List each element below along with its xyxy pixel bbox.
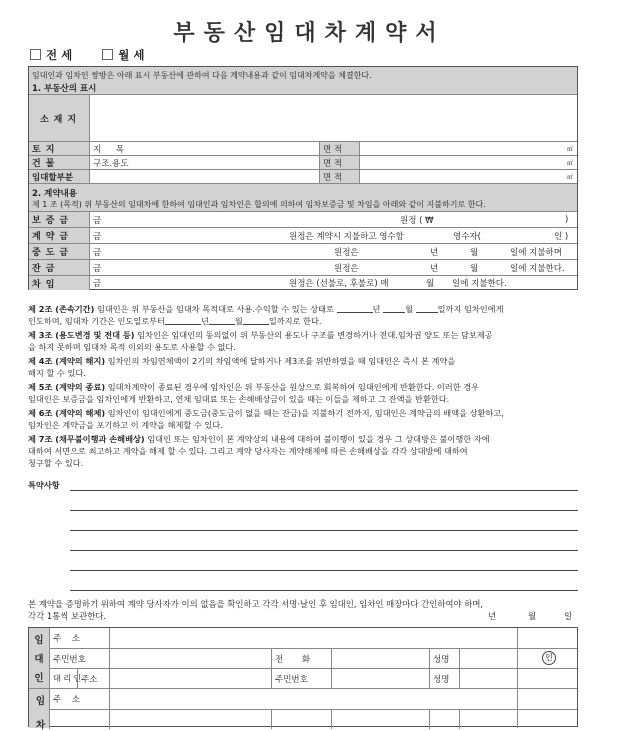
deposit-label: 보증금 [29,212,89,227]
rent-part-label: 임대할부분 [29,170,89,183]
lessor-char-3: 인 [34,672,44,684]
article-3-line2: 을 하지 못하며 임대차 목적 이외의 용도로 사용할 수 없다. [28,342,236,352]
rent-part-field[interactable] [89,170,319,183]
lessor-char-1: 임 [34,635,44,647]
article6-text: 임차인이 임대인에게 중도금(중도금이 없을 때는 잔금)을 지불하기 전까지, 임대인은 계약금의 배액을 상환하고, [107,408,504,418]
balance-day: 일에 지불한다. [510,263,565,274]
date-year: 년 [488,611,497,621]
intro-text: 임대인과 임차인 쌍방은 아래 표시 부동산에 관하여 다음 계약내용과 같이 임대차계약을 체결한다. [32,71,372,80]
contract-money-geum: 금 [93,231,102,242]
contract-money-label: 계약금 [29,228,89,243]
lessee-id-row [49,709,577,729]
lessor-id-label: 주민번호 [49,649,109,668]
agent-id-label: 주민번호 [271,669,331,688]
lessee-phone-cell[interactable] [271,710,331,729]
article7-text: 임대인 또는 임차인이 본 계약상의 내용에 대하여 불이행이 있을 경우 그 상대방은 불이행한 자에 [147,434,490,444]
balance-won: 원정은 [334,263,359,274]
building-row [29,155,577,169]
lessee-name-field[interactable] [459,710,517,729]
article-2 [28,304,583,314]
wolse-label: 월세 [118,48,149,62]
article2-month2: 월 [234,316,243,326]
middle-payment-geum: 금 [93,247,102,258]
lessee-block [29,688,577,731]
land-label: 토지 [29,142,89,155]
closing-line-2 [28,611,583,621]
building-area-unit[interactable]: ㎡ [359,156,577,169]
article5-title: 제 5조 (계약의 종료) [28,382,106,392]
article2-text2: 일까지 임차인에게 [437,304,504,314]
deposit-row [29,211,577,227]
article-7-line2: 대하여 서면으로 최고하고 계약을 해제 할 수 있다. 그리고 계약 당사자는 계약해제에 따른 손해배상을 각각 상대방에 대하여 [28,446,468,456]
contract-money-won: 원정은 계약시 지불하고 영수함 [289,231,404,242]
lessor-address-row [49,628,577,648]
closing-line-1: 본 계약을 증명하기 위하여 계약 당사자가 이의 없음을 확인하고 각각 서명·날인 후 임대인, 임차인 매장마다 간인하여야 하며, [28,599,484,609]
middle-payment-field[interactable] [89,244,577,259]
page-title: 부동산임대차계약서 [173,21,446,46]
lessor-char-2: 대 [34,653,44,665]
deposit-close: ) [565,214,569,225]
land-category[interactable]: 지 목 [89,142,319,155]
lessor-seal-icon: 인 [542,651,556,665]
jeonse-checkbox[interactable] [30,49,41,60]
location-label: 소재지 [29,95,89,141]
middle-payment-month: 월 [470,247,479,258]
lessee-address-row [49,689,577,709]
article-6 [28,408,583,418]
lessee-id-field[interactable] [49,710,109,729]
article3-title: 제 3조 (용도변경 및 전대 등) [28,330,135,340]
balance-year: 년 [430,263,439,274]
rent-part-row [29,169,577,183]
special-line-2[interactable] [70,510,578,511]
article-6-line2: 임차인은 계약금을 포기하고 이 계약을 해제할 수 있다. [28,420,223,430]
lessee-char-1: 임 [35,696,46,707]
location-row [29,94,577,141]
middle-payment-year: 년 [430,247,439,258]
rent-part-area-unit[interactable]: ㎡ [359,170,577,183]
article2-month: 월 [405,304,413,314]
date-day: 일 [564,611,573,621]
lessor-phone-label: 전 화 [271,649,331,668]
receiver-label: 영수자( [453,231,481,242]
article-7-line3: 청구할 수 있다. [28,458,84,468]
building-structure[interactable]: 구조.용도 [89,156,319,169]
section2-row [29,183,577,211]
article-2-line2 [28,316,583,326]
special-line-5[interactable] [70,570,578,571]
signature-table [28,627,578,731]
lessor-agent-row [49,668,577,688]
article5-text: 임대차계약이 종료된 경우에 임차인은 위 부동산을 원상으로 회복하여 임대인에게 반환한다. 이러한 경우 [107,382,480,392]
lessee-seal-cell [517,689,577,728]
article4-title: 제 4조 (계약의 해지) [28,356,106,366]
balance-field[interactable] [89,260,577,275]
article-7 [28,434,583,444]
article-3 [28,330,583,340]
rent-day: 일에 지불한다. [452,279,507,289]
section1-heading: 1. 부동산의 표시 [32,84,97,94]
article2-text4: 일까지로 한다. [268,316,322,326]
article-5 [28,382,583,392]
article1-text: 제 1 조 (목적) 위 부동산의 임대차에 한하여 임대인과 임차인은 합의에 의하여 임차보증금 및 차임을 아래와 같이 지불하기로 한다. [32,200,486,209]
building-label: 건물 [29,156,89,169]
balance-geum: 금 [93,263,102,274]
special-line-6[interactable] [70,590,578,591]
lessee-party-label [29,689,49,731]
wolse-checkbox[interactable] [102,49,113,60]
balance-month: 월 [470,263,479,274]
contract-money-field[interactable] [89,228,577,243]
article4-text: 임차인의 차임연체액이 2기의 차임액에 달하거나 제3조를 위반하였을 때 임대인은 즉시 본 계약을 [107,356,456,366]
date-month: 월 [528,611,537,621]
closing-text-2: 각각 1통씩 보관한다. [28,611,107,621]
lessor-address-field[interactable] [109,628,517,648]
lessor-phone-field[interactable] [331,649,429,668]
lessor-seal-cell [517,628,577,688]
article2-year2: 년 [200,316,209,326]
lessor-address-label: 주 소 [49,628,109,648]
article6-title: 제 6조 (계약의 해제) [28,408,106,418]
balance-label: 잔금 [29,260,89,275]
middle-payment-won: 원정은 [334,247,359,258]
lessee-name-cell[interactable] [429,710,459,729]
lessor-name-field[interactable] [459,649,517,668]
rent-geum: 금 [93,279,102,289]
agent-name-field[interactable] [459,669,517,688]
article-4-line2: 해지 할 수 있다. [28,368,86,378]
article2-title: 제 2조 (존속기간) [28,304,95,314]
lessee-phone-field[interactable] [331,710,429,729]
middle-payment-row [29,243,577,259]
land-row [29,141,577,155]
article7-title: 제 7조 (채무불이행과 손해배상) [28,434,145,444]
deposit-geum: 금 [93,215,102,226]
deposit-won: 원정 ( ₩ [400,215,434,226]
lessee-address-label: 주 소 [49,689,109,709]
agent-name-label: 성명 [429,669,459,688]
contract-table [28,66,578,290]
land-area-unit[interactable]: ㎡ [359,142,577,155]
article2-text1: 임대인은 위 부동산을 임대차 목적대로 사용.수익할 수 있는 상태로 [96,304,334,314]
intro-row [29,67,577,94]
rent-row [29,275,577,290]
lessee-address-field[interactable] [109,689,517,709]
rent-part-area-label: 면 적 [319,170,359,183]
special-line-3[interactable] [70,530,578,531]
agent-id-field[interactable] [331,669,429,688]
contract-type-options [30,47,170,63]
article2-year: 년 [372,304,381,314]
lessee-id-value[interactable] [109,710,271,729]
article3-text: 임차인은 임대인의 동의없이 위 부동산의 용도나 구조를 변경하거나 전대.임차권 양도 또는 담보제공 [137,330,493,340]
rent-month: 월 [426,279,435,289]
contract-money-row [29,227,577,243]
agent-address-field[interactable] [109,669,271,688]
location-field[interactable] [89,95,577,141]
middle-payment-day: 일에 지불하며 [510,247,562,258]
lessor-block [29,628,577,688]
rent-won: 원정은 (선불로, 후불로) 매 [289,279,389,289]
receiver-seal: 인 ) [554,231,569,242]
land-area-label: 면 적 [319,142,359,155]
building-area-label: 면 적 [319,156,359,169]
lessor-name-label: 성명 [429,649,459,668]
agent-label: 대 리 인 [49,669,77,688]
article2-text3: 인도하며, 임대차 기간은 인도일로부터 [28,316,165,326]
rent-label: 차임 [29,276,89,290]
special-line-4[interactable] [70,550,578,551]
section2-heading: 2. 계약내용 [32,189,77,199]
lessor-party-label [29,628,49,688]
lessee-char-2: 차 [35,720,46,731]
balance-row [29,259,577,275]
middle-payment-label: 중도금 [29,244,89,259]
article-4 [28,356,583,366]
deposit-field[interactable] [89,212,577,227]
jeonse-label: 전세 [46,48,77,62]
rent-field[interactable] [89,276,577,290]
article-5-line2: 임대인은 보증금을 임차인에게 반환하고, 연체 임대료 또는 손해배상금이 있을 때는 이들을 제하고 그 잔액을 반환한다. [28,394,450,404]
lessor-id-row [49,648,577,668]
special-terms-label: 특약사항 [28,480,60,490]
special-line-1[interactable] [70,490,578,491]
lessor-id-field[interactable] [109,649,271,668]
agent-address-label: 주소 [77,669,109,688]
